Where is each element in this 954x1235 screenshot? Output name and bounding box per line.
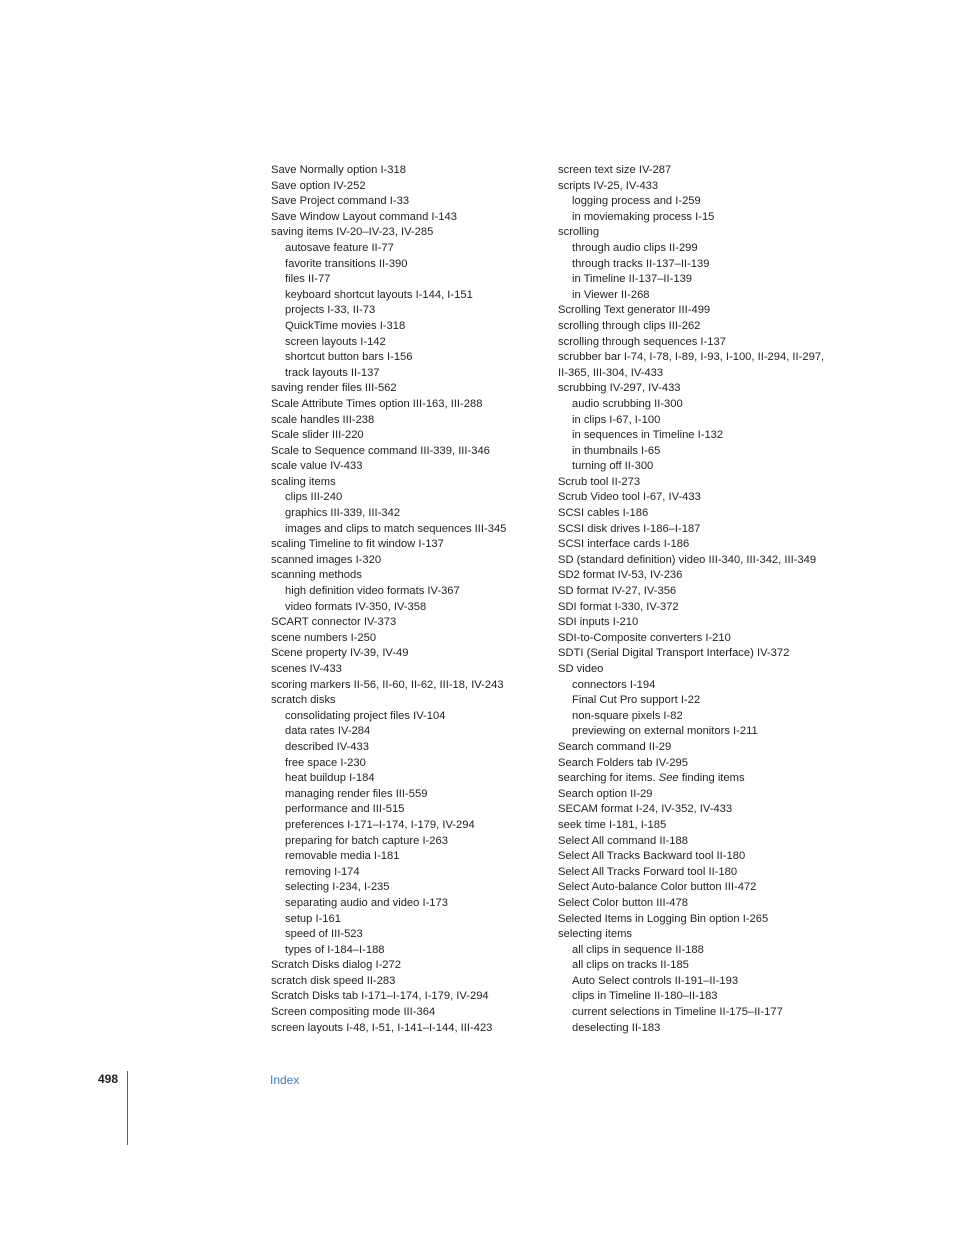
index-entry: SD video	[558, 663, 604, 675]
index-subentry: audio scrubbing II-300	[572, 397, 683, 410]
index-subentry: current selections in Timeline II-175–II-177	[572, 1006, 783, 1019]
index-column-left	[271, 163, 551, 1036]
index-entry: Scrolling Text generator III-499	[558, 304, 711, 317]
index-subentry: performance and III-515	[285, 803, 405, 816]
index-entry: Save option IV-252	[271, 179, 366, 192]
index-subentry: removable media I-181	[285, 850, 400, 863]
page-number: 498	[98, 1072, 119, 1086]
index-subentry: files II-77	[285, 273, 331, 286]
index-entry: scrolling	[558, 226, 600, 239]
index-entry: scrubbing IV-297, IV-433	[558, 382, 681, 395]
index-subentry: images and clips to match sequences III-345	[285, 522, 507, 535]
index-subentry: clips in Timeline II-180–II-183	[572, 990, 718, 1003]
index-entry: scoring markers II-56, II-60, II-62, III-18, IV-243	[271, 678, 504, 691]
index-entry: SDTI (Serial Digital Transport Interface) IV-372	[558, 647, 790, 660]
index-entry: scratch disk speed II-283	[271, 974, 396, 987]
index-subentry: data rates IV-284	[285, 725, 371, 738]
index-subentry: free space I-230	[285, 756, 366, 769]
index-entry: Scrub tool II-273	[558, 475, 641, 488]
index-subentry: shortcut button bars I-156	[285, 351, 413, 364]
index-subentry: QuickTime movies I-318	[285, 319, 406, 332]
section-label: Index	[270, 1073, 300, 1087]
index-entry: II-365, III-304, IV-433	[558, 366, 664, 379]
index-subentry: in moviemaking process I-15	[572, 210, 715, 223]
index-entry: Search option II-29	[558, 787, 653, 800]
index-subentry: all clips on tracks II-185	[572, 959, 689, 972]
index-entry: Save Window Layout command I-143	[271, 210, 457, 223]
index-entry: saving render files III-562	[271, 382, 397, 395]
index-entry: saving items IV-20–IV-23, IV-285	[271, 226, 434, 239]
index-subentry: connectors I-194	[572, 678, 656, 691]
index-entry: scaling Timeline to fit window I-137	[271, 538, 444, 551]
index-subentry: previewing on external monitors I-211	[572, 725, 758, 738]
index-subentry: speed of III-523	[285, 928, 363, 941]
index-entry: scratch disks	[271, 694, 336, 707]
index-entry: screen layouts I-48, I-51, I-141–I-144, III-423	[271, 1021, 493, 1034]
index-subentry: separating audio and video I-173	[285, 896, 448, 909]
index-subentry: in Viewer II-268	[572, 288, 650, 301]
index-subentry: consolidating project files IV-104	[285, 709, 446, 722]
index-subentry: all clips in sequence II-188	[572, 943, 704, 956]
index-entry: scripts IV-25, IV-433	[558, 179, 659, 192]
index-entry: scale handles III-238	[271, 413, 375, 426]
index-subentry: deselecting II-183	[572, 1021, 661, 1034]
index-entry: SDI format I-330, IV-372	[558, 600, 679, 613]
index-subentry: through audio clips II-299	[572, 241, 698, 254]
index-entry: Save Project command I-33	[271, 195, 410, 208]
index-subentry: logging process and I-259	[572, 195, 701, 208]
index-subentry: clips III-240	[285, 491, 343, 504]
index-entry: scaling items	[271, 475, 336, 488]
index-entry: selecting items	[558, 928, 632, 941]
index-entry: SCSI disk drives I-186–I-187	[558, 522, 701, 535]
index-subentry: preferences I-171–I-174, I-179, IV-294	[285, 818, 475, 831]
index-subentry: high definition video formats IV-367	[285, 585, 460, 598]
index-subentry: described IV-433	[285, 740, 369, 753]
index-entry: Scratch Disks dialog I-272	[271, 959, 401, 972]
index-entry: scanned images I-320	[271, 553, 382, 566]
index-entry: Select All command II-188	[558, 834, 688, 847]
index-entry: screen text size IV-287	[558, 164, 672, 176]
footer-divider	[127, 1071, 128, 1145]
index-subentry: Auto Select controls II-191–II-193	[572, 974, 739, 987]
index-entry: SDI inputs I-210	[558, 616, 639, 629]
index-entry: Select All Tracks Forward tool II-180	[558, 865, 738, 878]
index-entry: Select Color button III-478	[558, 896, 688, 909]
index-entry: SECAM format I-24, IV-352, IV-433	[558, 803, 733, 816]
index-subentry: autosave feature II-77	[285, 241, 394, 254]
index-subentry: Final Cut Pro support I-22	[572, 694, 701, 707]
index-column-right	[558, 163, 833, 1036]
index-entry: scrubber bar I-74, I-78, I-89, I-93, I-100, II-294, II-297,	[558, 351, 825, 364]
index-entry: scanning methods	[271, 569, 362, 582]
index-entry: Selected Items in Logging Bin option I-265	[558, 912, 769, 925]
index-subentry: heat buildup I-184	[285, 772, 375, 785]
index-entry: SD2 format IV-53, IV-236	[558, 569, 683, 582]
index-entry: SD (standard definition) video III-340, III-342, III-349	[558, 553, 817, 566]
index-subentry: in thumbnails I-65	[572, 444, 661, 457]
index-entry: Screen compositing mode III-364	[271, 1006, 436, 1019]
index-entry: Scrub Video tool I-67, IV-433	[558, 491, 701, 504]
index-entry: Search Folders tab IV-295	[558, 756, 688, 769]
index-subentry: removing I-174	[285, 865, 360, 878]
index-subentry: non-square pixels I-82	[572, 709, 683, 722]
index-subentry: setup I-161	[285, 912, 341, 925]
index-entry: scale value IV-433	[271, 460, 363, 473]
index-entry: SCSI interface cards I-186	[558, 538, 690, 551]
index-subentry: keyboard shortcut layouts I-144, I-151	[285, 288, 473, 301]
index-entry: Search command II-29	[558, 740, 672, 753]
index-subentry: in clips I-67, I-100	[572, 413, 661, 426]
index-entry: Scale slider III-220	[271, 429, 364, 442]
index-subentry: graphics III-339, III-342	[285, 507, 401, 520]
index-entry: scrolling through clips III-262	[558, 319, 701, 332]
index-subentry: screen layouts I-142	[285, 335, 386, 348]
index-entry: Scene property IV-39, IV-49	[271, 647, 409, 660]
index-entry: SD format IV-27, IV-356	[558, 585, 677, 598]
index-entry: Scratch Disks tab I-171–I-174, I-179, IV-294	[271, 990, 489, 1003]
index-entry: Select Auto-balance Color button III-472	[558, 881, 757, 894]
index-subentry: in Timeline II-137–II-139	[572, 273, 693, 286]
index-subentry: preparing for batch capture I-263	[285, 834, 448, 847]
index-subentry: favorite transitions II-390	[285, 257, 408, 270]
index-subentry: video formats IV-350, IV-358	[285, 600, 427, 613]
index-entry: SCART connector IV-373	[271, 616, 397, 629]
index-entry: scrolling through sequences I-137	[558, 335, 726, 348]
index-subentry: in sequences in Timeline I-132	[572, 429, 724, 442]
index-entry: Select All Tracks Backward tool II-180	[558, 850, 746, 863]
index-entry: scenes IV-433	[271, 663, 342, 675]
index-subentry: projects I-33, II-73	[285, 304, 376, 317]
index-subentry: managing render files III-559	[285, 787, 428, 800]
index-subentry: track layouts II-137	[285, 366, 380, 379]
index-subentry: through tracks II-137–II-139	[572, 257, 710, 270]
index-entry: SDI-to-Composite converters I-210	[558, 631, 731, 644]
index-entry: searching for items. See finding items	[558, 772, 745, 785]
index-entry: Save Normally option I-318	[271, 164, 406, 176]
index-entry: seek time I-181, I-185	[558, 818, 667, 831]
index-entry: scene numbers I-250	[271, 631, 377, 644]
index-subentry: turning off II-300	[572, 460, 654, 473]
index-entry: Scale to Sequence command III-339, III-346	[271, 444, 490, 457]
index-subentry: selecting I-234, I-235	[285, 881, 390, 894]
index-subentry: types of I-184–I-188	[285, 943, 385, 956]
index-entry: SCSI cables I-186	[558, 507, 649, 520]
index-entry: Scale Attribute Times option III-163, III-288	[271, 397, 483, 410]
